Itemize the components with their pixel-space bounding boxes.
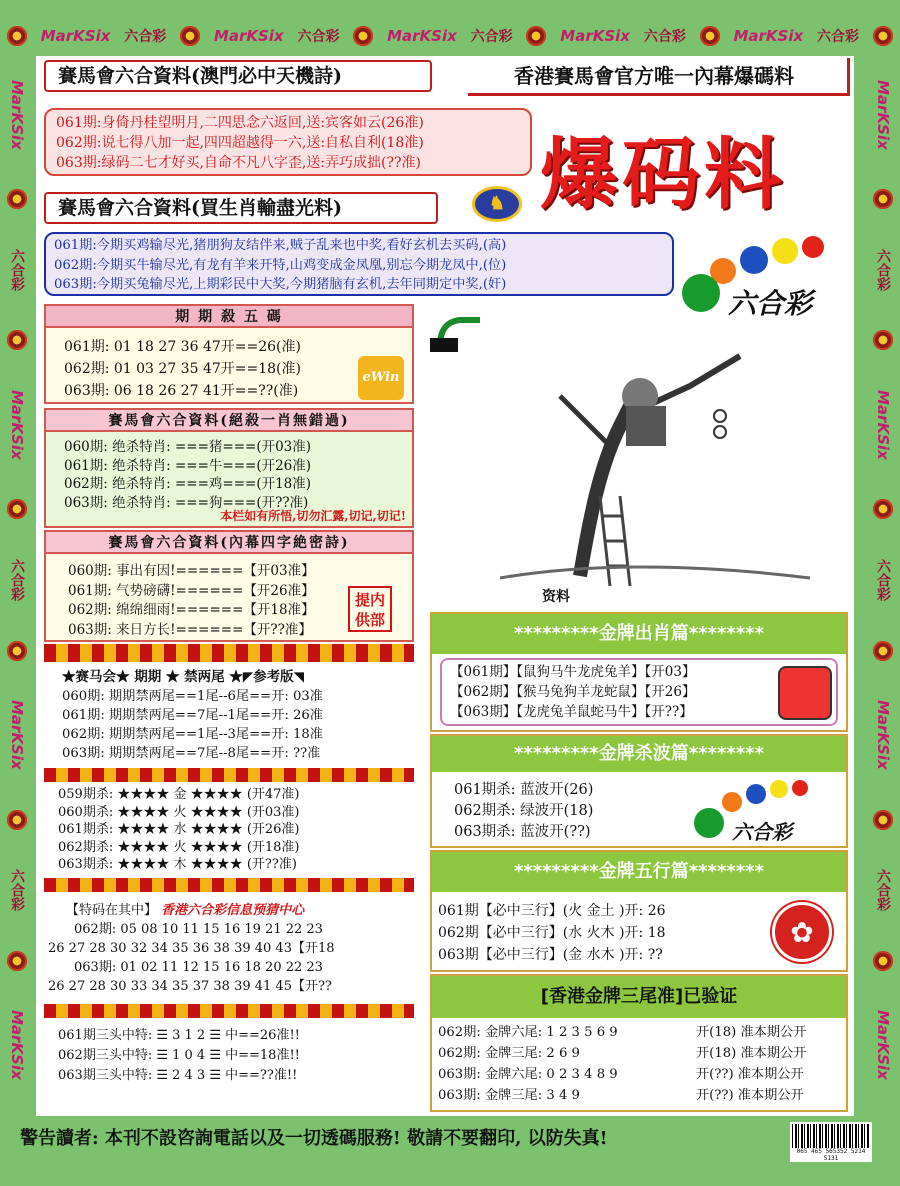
lhc-text: 六合彩 <box>124 29 167 45</box>
kill-animal-row: 060期: 绝杀特肖: ===猪===(开03准) <box>64 439 312 455</box>
heads-row: 063期三头中特: ☰ 2 4 3 ☰ 中==??准!! <box>58 1068 298 1083</box>
flower-icon <box>7 26 27 46</box>
brand-text: MarKSix <box>874 700 892 770</box>
special-header <box>66 902 414 920</box>
flower-icon <box>180 26 200 46</box>
brand-text: MarKSix <box>874 79 892 150</box>
kill5-title: 期 期 殺 五 碼 <box>46 306 412 328</box>
fist-icon <box>778 666 832 720</box>
four-char-row: 062期: 绵绵细雨!======【开18准】 <box>68 602 315 618</box>
lhc-text: 六合彩 <box>297 29 340 45</box>
gold-five-row: 062期【必中三行】(水 火木 )开: 18 <box>438 925 666 941</box>
poem-panel <box>44 108 532 176</box>
flower-icon <box>7 189 27 209</box>
flower-icon <box>7 641 27 661</box>
four-char-title: 賽馬會六合資料(內幕四字絶密詩) <box>46 532 412 554</box>
top-border <box>0 16 900 56</box>
lhc-text: 六合彩 <box>817 29 860 45</box>
gold-wave-row: 063期杀: 蓝波开(??) <box>454 824 591 840</box>
ball-icon <box>682 274 720 312</box>
kill5-row: 061期: 01 18 27 36 47开==26(准) <box>64 339 301 355</box>
poem-line: 062期:说七得八加一起,四四超越得一六,送:自私自利(18准) <box>56 135 424 151</box>
lhc-text: 六合彩 <box>470 29 513 45</box>
gold-wave-panel <box>430 734 848 848</box>
divider <box>44 878 414 892</box>
tails-row: 060期: 期期禁两尾==1尾--6尾==开: 03准 <box>62 689 323 704</box>
flower-icon <box>7 951 27 971</box>
brand-text: MarKSix <box>8 700 26 770</box>
flower-icon <box>7 499 27 519</box>
bauhinia-emblem-icon: ✿ <box>772 902 832 962</box>
flower-icon <box>526 26 546 46</box>
divider <box>44 768 414 782</box>
tails-title: ★赛马会★ 期期 ★ 禁两尾 ★◤参考版◥ <box>62 669 305 685</box>
tails-row: 061期: 期期禁两尾==7尾--1尾==开: 26准 <box>62 708 323 723</box>
elements-row: 060期杀: ★★★★ 火 ★★★★ (开03准) <box>58 804 300 820</box>
elements-row: 063期杀: ★★★★ 木 ★★★★ (开??准) <box>58 857 297 872</box>
sub-title-text: 賽馬會六合資料(買生肖輸盡光料) <box>58 197 342 219</box>
kill5-row: 062期: 01 03 27 35 47开==18(准) <box>64 361 301 377</box>
four-char-row: 063期: 来日方长!======【开??准】 <box>68 621 312 638</box>
gold-five-title: *********金牌五行篇******** <box>432 852 846 892</box>
lhc-text: 六合彩 <box>875 869 891 912</box>
brand-text: MarKSix <box>213 27 284 45</box>
kill-animal-row: 061期: 绝杀特肖: ===牛===(开26准) <box>64 457 312 474</box>
kill-animal-row: 063期: 绝杀特肖: ===狗===(开??准) <box>64 494 309 511</box>
brand-text: MarKSix <box>560 27 630 45</box>
gold-tail-row: 062期: 金牌三尾: 2 6 9 开(18) 准本期公开 <box>438 1046 807 1061</box>
elements-kill-panel <box>44 784 414 876</box>
buy-line: 063期:今期买兔输尽光,上期彩民中大奖,今期猪脑有玄机,去年同期定中奖,(奸) <box>54 277 507 292</box>
poem-line: 061期:身倚丹桂望明月,二四思念六返回,送:宾客如云(26准) <box>56 115 424 131</box>
gold-animal-row: 【061期】【鼠狗马牛龙虎兔羊】【开03】 <box>450 664 696 680</box>
tails-row: 062期: 期期禁两尾==1尾--3尾==开: 18准 <box>62 727 323 742</box>
lottery-logo-text: 六合彩 <box>732 820 792 844</box>
four-char-row: 061期: 气势磅礴!======【开26准】 <box>68 582 315 599</box>
heads-panel <box>44 1020 414 1090</box>
horse-logo-icon: ♞ <box>472 186 522 222</box>
ball-icon <box>740 246 768 274</box>
lhc-text: 六合彩 <box>9 869 25 912</box>
kill-animal-title: 賽馬會六合資料(絕殺一肖無錯過) <box>46 410 412 432</box>
barcode-bars <box>792 1124 870 1148</box>
buy-line: 062期:今期买牛输尽光,有龙有羊来开特,山鸡变成金凤凰,别忘今期龙凤中,(位) <box>54 257 507 273</box>
tails-panel <box>44 664 414 768</box>
buy-line: 061期:今期买鸡输尽光,猪朋狗友结伴来,贼子乱来也中奖,看好玄机去买码,(高) <box>54 238 507 253</box>
special-row: 26 27 28 30 32 34 35 36 38 39 40 43【开18 <box>48 941 335 956</box>
gold-tail-row: 062期: 金牌六尾: 1 2 3 5 6 9 开(18) 准本期公开 <box>438 1025 807 1040</box>
special-center: 香港六合彩信息预猜中心 <box>161 903 305 918</box>
warning-text: 警告讀者: 本刊不設咨詢電話以及一切透碼服務! 敬請不要翻印, 以防失真! <box>20 1128 608 1149</box>
left-border <box>0 60 34 1100</box>
four-char-panel <box>44 530 414 642</box>
brand-text: MarKSix <box>387 27 457 45</box>
stamp: 提内供部 <box>348 586 392 632</box>
gold-five-row: 063期【必中三行】(金 水木 )开: ?? <box>438 947 663 963</box>
gold-animal-panel <box>430 612 848 732</box>
lhc-text: 六合彩 <box>9 248 25 291</box>
header-left-title-text: 賽馬會六合資料(澳門必中天機詩) <box>58 65 342 87</box>
brand-text: MarKSix <box>874 390 892 460</box>
kill-animal-note: 本栏如有所悟,切勿汇露,切记,切记! <box>220 509 406 523</box>
elements-row: 061期杀: ★★★★ 水 ★★★★ (开26准) <box>58 822 300 837</box>
flower-icon <box>873 330 893 350</box>
brand-text: MarKSix <box>874 1010 892 1081</box>
right-border <box>866 60 900 1100</box>
ball-icon <box>694 808 724 838</box>
flower-icon <box>873 499 893 519</box>
ball-icon <box>792 780 808 796</box>
flower-icon <box>7 810 27 830</box>
lhc-text: 六合彩 <box>875 248 891 291</box>
divider <box>44 1004 414 1018</box>
lhc-text: 六合彩 <box>875 558 891 601</box>
brand-text: MarKSix <box>8 79 26 150</box>
flower-icon <box>873 189 893 209</box>
special-panel <box>44 894 414 1002</box>
lottery-logo-text: 六合彩 <box>728 287 813 320</box>
ball-icon <box>746 784 766 804</box>
elements-row: 059期杀: ★★★★ 金 ★★★★ (开47准) <box>58 787 300 802</box>
ball-icon <box>770 780 788 798</box>
flower-icon <box>873 641 893 661</box>
illustration <box>430 316 850 592</box>
flower-icon <box>873 810 893 830</box>
ewin-badge: eWin <box>358 356 404 400</box>
ball-icon <box>772 238 798 264</box>
special-label: 【特码在其中】 <box>66 903 158 918</box>
special-row: 063期: 01 02 11 12 15 16 18 20 22 23 <box>74 960 323 975</box>
brand-text: MarKSix <box>8 1010 26 1081</box>
gold-five-panel <box>430 850 848 972</box>
gold-animal-row: 【062期】【猴马兔狗羊龙蛇鼠】【开26】 <box>450 684 696 700</box>
gold-wave-title: *********金牌杀波篇******** <box>432 736 846 772</box>
gold-animal-title: *********金牌出肖篇******** <box>432 614 846 654</box>
kill5-panel <box>44 304 414 404</box>
four-char-row: 060期: 事出有因!======【开03准】 <box>68 563 315 579</box>
kill-animal-row: 062期: 绝杀特肖: ===鸡===(开18准) <box>64 476 312 492</box>
header-right-title: 香港賽馬會官方唯一內幕爆碼料 <box>468 58 850 96</box>
ball-icon <box>802 236 824 258</box>
flower-icon <box>873 26 893 46</box>
brand-text: MarKSix <box>8 390 26 460</box>
brand-text: MarKSix <box>733 27 804 45</box>
gold-wave-row: 061期杀: 蓝波开(26) <box>454 782 594 798</box>
tree-illustration <box>430 316 850 592</box>
header-left-title <box>44 60 432 92</box>
sub-title <box>44 192 438 224</box>
caption: 资料 <box>542 589 570 605</box>
tails-row: 063期: 期期禁两尾==7尾--8尾==开: ??准 <box>62 746 321 761</box>
gold-tail-row: 063期: 金牌六尾: 0 2 3 4 8 9 开(??) 准本期公开 <box>438 1067 804 1082</box>
gold-tail-row: 063期: 金牌三尾: 3 4 9 开(??) 准本期公开 <box>438 1088 804 1103</box>
flower-icon <box>700 26 720 46</box>
kill5-row: 063期: 06 18 26 27 41开==??(准) <box>64 383 299 399</box>
gold-tail-title: [香港金牌三尾准]已验证 <box>432 976 846 1018</box>
gold-five-row: 061期【必中三行】(火 金土 )开: 26 <box>438 903 666 919</box>
flower-icon <box>873 951 893 971</box>
flower-icon <box>7 330 27 350</box>
gold-animal-row: 【063期】【龙虎兔羊鼠蛇马牛】【开??】 <box>450 704 693 720</box>
lhc-text: 六合彩 <box>9 558 25 601</box>
big-title: 爆码料 <box>540 130 787 220</box>
gold-wave-row: 062期杀: 绿波开(18) <box>454 803 594 819</box>
brand-text: MarKSix <box>40 27 111 45</box>
gold-tail-panel <box>430 974 848 1112</box>
lhc-text: 六合彩 <box>643 29 686 45</box>
barcode <box>790 1122 872 1162</box>
barcode-number: 065 465 565352 5214 5131 <box>796 1148 866 1162</box>
special-row: 062期: 05 08 10 11 15 16 19 21 22 23 <box>74 922 323 937</box>
heads-row: 061期三头中特: ☰ 3 1 2 ☰ 中==26准!! <box>58 1028 300 1043</box>
poem-line: 063期:绿码二七才好买,自命不凡八字歪,送:弄巧成拙(??准) <box>56 155 421 171</box>
kill-animal-panel <box>44 408 414 528</box>
divider <box>44 644 414 662</box>
special-row: 26 27 28 30 33 34 35 37 38 39 41 45【开?? <box>48 979 332 994</box>
ball-icon <box>722 792 742 812</box>
heads-row: 062期三头中特: ☰ 1 0 4 ☰ 中==18准!! <box>58 1048 300 1063</box>
buy-panel <box>44 232 674 296</box>
flower-icon <box>353 26 373 46</box>
elements-row: 062期杀: ★★★★ 火 ★★★★ (开18准) <box>58 839 300 855</box>
